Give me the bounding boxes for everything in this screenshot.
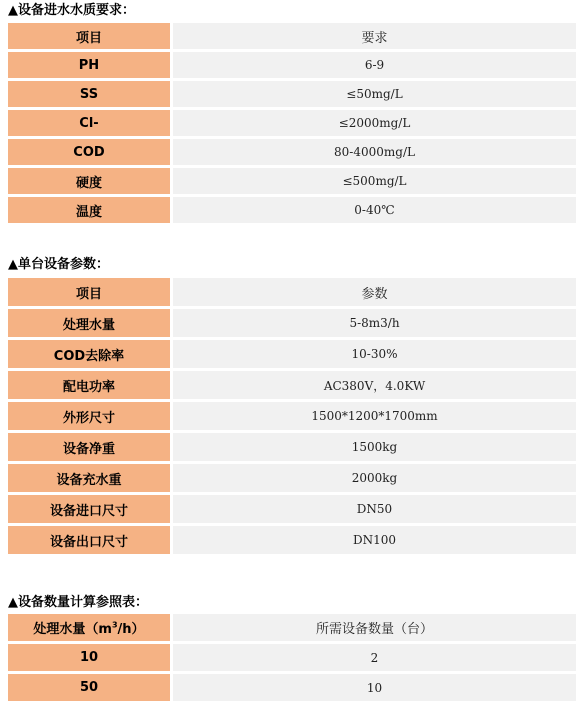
header-key: [8, 614, 170, 641]
table-row: [8, 495, 576, 523]
row-key: 硬度: [8, 168, 170, 194]
table-row: [8, 81, 576, 107]
header-key-prefix: 处理水量（m: [33, 622, 112, 637]
header-value: 要求: [170, 23, 576, 49]
row-value: 80-4000mg/L: [170, 139, 576, 165]
row-key: COD: [8, 139, 170, 165]
unit-parameters-table: [8, 275, 576, 557]
row-key: 设备净重: [8, 433, 170, 461]
table-row: [8, 464, 576, 492]
table-row: [8, 340, 576, 368]
row-key: COD去除率: [8, 340, 170, 368]
header-key-suffix: /h）: [117, 622, 145, 637]
row-key: 10: [8, 644, 170, 671]
row-key: SS: [8, 81, 170, 107]
table-row: [8, 674, 576, 701]
row-value: DN100: [170, 526, 576, 554]
table-row: [8, 52, 576, 78]
row-value: 1500*1200*1700mm: [170, 402, 576, 430]
table-row: [8, 371, 576, 399]
row-key: 设备进口尺寸: [8, 495, 170, 523]
quantity-reference-table: [8, 611, 576, 704]
row-value: 2: [170, 644, 576, 671]
row-key: PH: [8, 52, 170, 78]
table-row: [8, 526, 576, 554]
row-key: 配电功率: [8, 371, 170, 399]
row-value: ≤50mg/L: [170, 81, 576, 107]
table-row: [8, 402, 576, 430]
header-value: 参数: [170, 278, 576, 306]
section-title-unit-parameters: ▲单台设备参数：: [8, 257, 109, 272]
row-key: 外形尺寸: [8, 402, 170, 430]
table-row: [8, 168, 576, 194]
header-key: 项目: [8, 23, 170, 49]
row-key: 50: [8, 674, 170, 701]
row-value: 6-9: [170, 52, 576, 78]
table-row: [8, 644, 576, 671]
table-header-row: [8, 278, 576, 306]
row-value: 0-40℃: [170, 197, 576, 223]
row-value: 10-30%: [170, 340, 576, 368]
row-value: 1500kg: [170, 433, 576, 461]
row-value: ≤500mg/L: [170, 168, 576, 194]
row-value: 5-8m3/h: [170, 309, 576, 337]
section-title-quantity-reference: ▲设备数量计算参照表：: [8, 595, 148, 610]
table-row: [8, 309, 576, 337]
row-value: DN50: [170, 495, 576, 523]
row-value: 2000kg: [170, 464, 576, 492]
row-value: AC380V，4.0KW: [170, 371, 576, 399]
table-row: [8, 139, 576, 165]
table-row: [8, 433, 576, 461]
row-key: 处理水量: [8, 309, 170, 337]
row-value: ≤2000mg/L: [170, 110, 576, 136]
table-header-row: [8, 23, 576, 49]
header-key-superscript: 3: [111, 620, 118, 630]
table-row: [8, 110, 576, 136]
row-key: 设备充水重: [8, 464, 170, 492]
row-key: 温度: [8, 197, 170, 223]
row-key: Cl-: [8, 110, 170, 136]
row-value: 10: [170, 674, 576, 701]
table-header-row: [8, 614, 576, 641]
section-title-inlet-water: ▲设备进水水质要求：: [8, 3, 135, 18]
inlet-water-table: [8, 20, 576, 226]
header-key: 项目: [8, 278, 170, 306]
header-value: 所需设备数量（台）: [170, 614, 576, 641]
table-row: [8, 197, 576, 223]
row-key: 设备出口尺寸: [8, 526, 170, 554]
